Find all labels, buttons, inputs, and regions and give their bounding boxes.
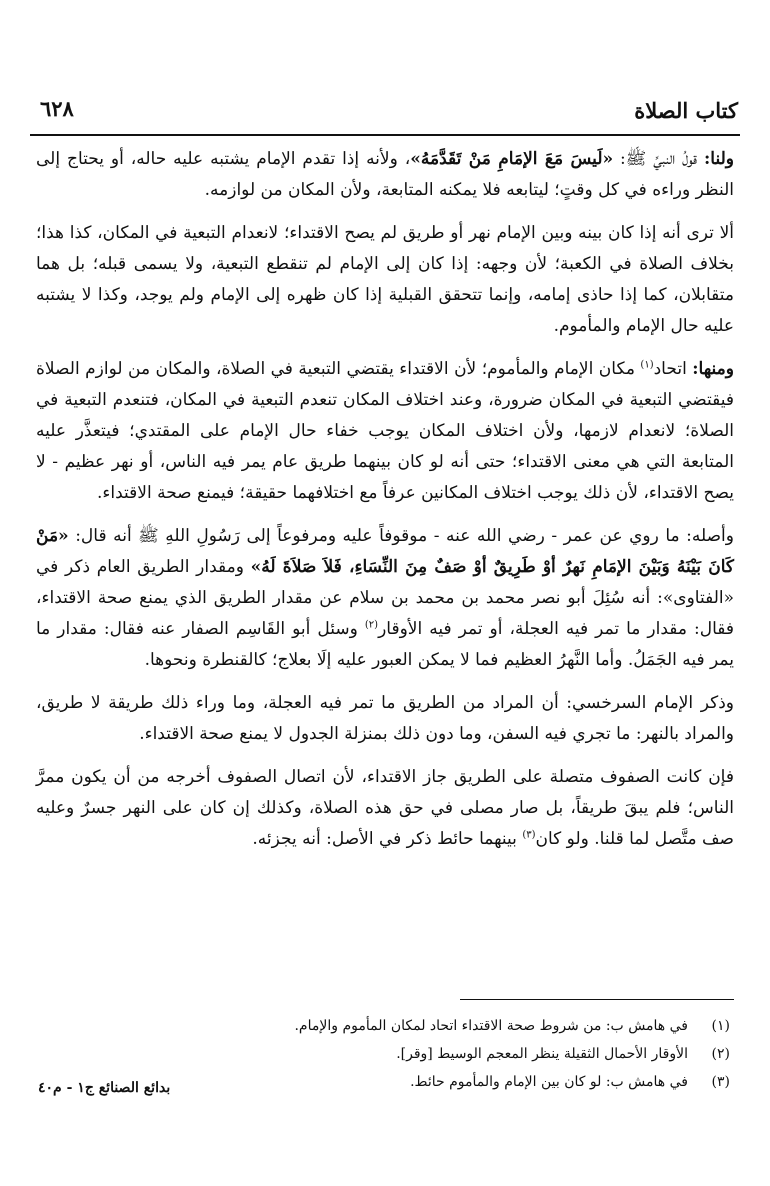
paragraph-text: بينهما حائط ذكر في الأصل: أنه يجزئه. — [252, 829, 523, 849]
footnote-1 — [60, 1012, 730, 1040]
paragraph-lead: ولنا: — [704, 149, 734, 169]
footnote-number: (١) — [711, 1018, 730, 1034]
footnote-text: في هامش ب: من شروط صحة الاقتداء اتحاد لمكان المأموم والإمام. — [294, 1018, 688, 1034]
paragraph-3 — [36, 354, 734, 509]
paragraph-1 — [36, 144, 734, 206]
page-header — [30, 92, 740, 132]
main-text — [36, 144, 734, 867]
paragraph-lead: ومنها: — [692, 359, 734, 379]
footnote-divider — [460, 999, 734, 1000]
paragraph-text: ومقدار الطريق العام ذكر في «الفتاوى»: أنه سُئِلَ أبو نصر محمد بن محمد بن سلام عن مقدار الطريق الذي يمنع صحة الاقتداء، فقال: مقدار ما تمر فيه العجلة، أو تمر فيه الأوقار — [36, 557, 734, 639]
footnote-number: (٢) — [711, 1046, 730, 1062]
footnote-ref-1: (١) — [640, 359, 654, 371]
footnote-2 — [60, 1040, 730, 1068]
signature-mark: بدائع الصنائع ج١ - م٤٠ — [38, 1080, 171, 1096]
footnote-text: الأوقار الأحمال الثقيلة ينظر المعجم الوسيط [وقر]. — [396, 1046, 688, 1062]
paragraph-2 — [36, 218, 734, 342]
paragraph-text: ، ولأنه إذا تقدم الإمام يشتبه عليه حاله، أو يحتاج إلى النظر وراءه في كل وقتٍ؛ ليتابعه فلا يمكنه المتابعة، ولأن المكان من لوازمه. — [36, 149, 734, 200]
paragraph-text: قولُ النبيِّ ﷺ: — [613, 149, 704, 169]
footnote-text: في هامش ب: لو كان بين الإمام والمأموم حائط. — [410, 1074, 688, 1090]
paragraph-text: وذكر الإمام السرخسي: أن المراد من الطريق ما تمر فيه العجلة، وما وراء ذلك طريقة لا طريق، والمراد بالنهر: ما تجري فيه السفن، وما دون ذلك بمنزلة الجدول لا يمنع صحة الاقتداء. — [36, 693, 734, 744]
paragraph-text: وسئل أبو القَاسِم الصفار عنه فقال: مقدار ما يمر فيه الجَمَلُ. وأما النَّهرُ العظيم فما لا يمكن العبور عليه إلَا بعلاج؛ كالقنطرة ونحوها. — [36, 619, 734, 670]
paragraph-text: ألا ترى أنه إذا كان بينه وبين الإمام نهر أو طريق لم يصح الاقتداء؛ لانعدام التبعية في المكان، كذا هذا؛ بخلاف الصلاة في الكعبة؛ لأن وجهه: إذا كان إلى الإمام لم تنقطع التبعية، ولا يسمى قبله؛ بل هما متقابلان، كما إذا حاذى إمامه، وإنما تتحقق القبلية إذا كان ظهره إلى الإمام ولم يوجد، وكذا لا يشتبه عليه حال الإمام والمأموم. — [36, 223, 734, 336]
footnote-ref-3: (٣) — [522, 829, 536, 841]
page-number: ٦٢٨ — [40, 96, 74, 121]
hadith-quote: «مَنْ كَانَ بَيْنَهُ وَبَيْنَ الإمَامِ نَهرٌ أوْ طَرِيقٌ أوْ صَفٌ مِنَ النِّسَاءِ، فَلاَ صَلاَةَ لَهُ» — [36, 526, 734, 577]
footnote-ref-2: (٢) — [364, 619, 379, 631]
paragraph-4 — [36, 521, 734, 676]
hadith-quote: «لَيسَ مَعَ الإمَامِ مَنْ تَقَدَّمَهُ» — [410, 149, 614, 169]
paragraph-text: اتحاد — [653, 359, 693, 379]
paragraph-6 — [36, 762, 734, 855]
paragraph-text: مكان الإمام والمأموم؛ لأن الاقتداء يقتضي التبعية في الصلاة، والمكان من لوازم الصلاة فيقتضي التبعية في المكان ضرورة، وعند اختلاف المكان تنعدم التبعية في المكان، فتنعدم التبعية في الصلاة؛ لانعدام لازمها، ولأن اختلاف المكان يوجب خفاء حال الإمام على المقتدي؛ فيتعذَّر عليه المتابعة التي هي معنى الاقتداء؛ حتى أنه لو كان بينهما طريق عام يمر فيه الناس، أو نهر عظيم - لا يصح الاقتداء، لأن ذلك يوجب اختلاف المكانين عرفاً مع اختلافهما حقيقة؛ فيمنع صحة الاقتداء. — [36, 359, 734, 503]
book-title: كتاب الصلاة — [634, 98, 738, 123]
header-divider — [30, 134, 740, 136]
paragraph-5 — [36, 688, 734, 750]
paragraph-text: فإن كانت الصفوف متصلة على الطريق جاز الاقتداء، لأن اتصال الصفوف أخرجه من أن يكون ممرَّ الناس؛ فلم يبقَ طريقاً، بل صار مصلى في حق هذه الصلاة، وكذلك إن كان على النهر جسرٌ وعليه صف متَّصل لما قلنا. ولو كان — [36, 767, 734, 849]
footnote-number: (٣) — [711, 1074, 730, 1090]
paragraph-text: وأصله: ما روي عن عمر - رضي الله عنه - موقوفاً عليه ومرفوعاً إلى رَسُولِ اللهِ ﷺ أنه قال: — [68, 526, 734, 546]
